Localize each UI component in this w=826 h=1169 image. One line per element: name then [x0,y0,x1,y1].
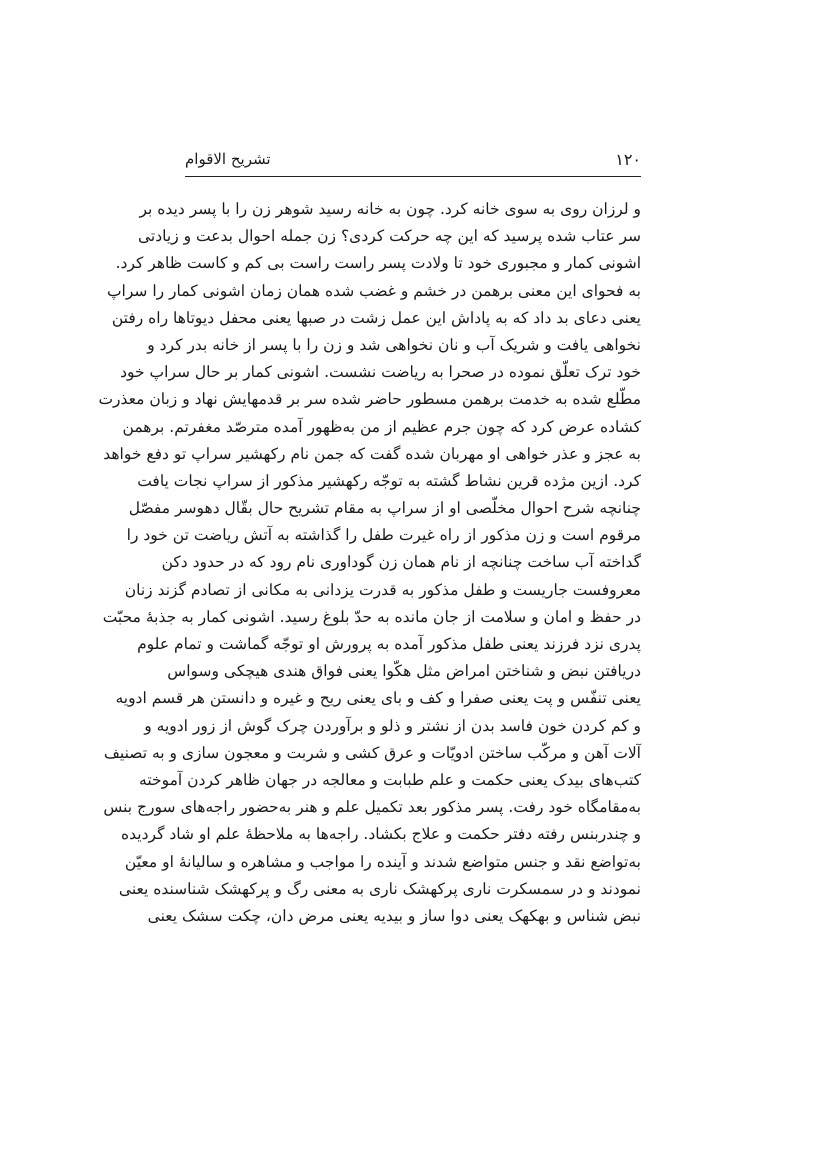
text-line: کرد. ازین مژده قرین نشاط گشته به توجّه رکهشیر مذکور از سراپ نجات یافت [137,471,641,490]
text-line: و چندربنس رفته دفتر حکمت و علاج بکشاد. راجه‌ها به ملاحظهٔ علم او شاد گردیده [121,825,641,844]
text-line: مرقوم است و زن مذکور از راه غیرت طفل را گذاشته به آتش ریاضت تن خود را [126,526,641,545]
text-line: دریافتن نبض و شناختن امراض مثل هکّوا یعنی فواق هندی هیچکی وسواس [167,662,641,681]
text-line: سر عتاب شده پرسید که این چه حرکت کردی؟ زن جمله احوال بدعت و زیادتی [138,227,641,246]
header-rule [185,176,641,177]
text-line: کشاده عرض کرد که چون جرم عظیم از من به‌ظهور آمده مترصّد مغفرتم. برهمن [122,417,641,436]
text-line: اشونی کمار و مجبوری خود تا ولادت پسر راست راست بی کم و کاست ظاهر کرد. [115,254,641,273]
text-line: نمودند و در سمسکرت ناری پرکهشک ناری به معنی رگ و پرکهشک شناسنده یعنی [118,879,641,898]
page-number: ۱۲۰ [615,150,641,169]
text-line: به عجز و عذر خواهی او مهربان شده گفت که جمن نام رکهشیر سراپ تو دفع خواهد [103,444,641,463]
text-line: به فحوای این معنی برهمن در خشم و غضب شده همان زمان اشونی کمار را سراپ [106,281,641,300]
text-line: کتب‌های بیدک یعنی حکمت و علم طبابت و معالجه در جهان ظاهر کردن آموخته [139,770,641,789]
text-line: و لرزان روی به سوی خانه کرد. چون به خانه رسید شوهر زن را با پسر دیده بر [139,200,641,218]
running-title: تشریح الاقوام [185,150,271,168]
text-line: گداخته آب ساخت چنانچه از نام همان زن گوداوری نام رود که در حدود دکن [161,553,641,572]
text-line: یعنی تنفّس و پت یعنی صفرا و کف و بای یعنی ریح و غیره و دانستن هر قسم ادویه [115,689,641,708]
body-text [98,196,641,930]
page-header [185,148,641,174]
text-line: یعنی دعای بد داد که به پاداش این عمل زشت در صبها یعنی محفل دیوتاها راه رفتن [111,308,641,327]
text-line: خود ترک تعلّق نموده در صحرا به ریاضت نشست. اشونی کمار بر حال سراپ خود [120,363,641,382]
text-line: معروفست جاریست و طفل مذکور به قدرت یزدانی به مکانی از تصادم گزند زنان [124,580,641,599]
text-line: به‌مقامگاه خود رفت. پسر مذکور بعد تکمیل علم و هنر به‌حضور راجه‌های سورج بنس [103,798,641,817]
text-line: و کم کردن خون فاسد بدن از نشتر و ذلو و برآوردن چرک گوش از زور ادویه و [144,716,641,735]
text-line: نخواهی یافت و شریک آب و نان نخواهی شد و زن را با پسر از خانه بدر کرد و [147,335,641,354]
text-line: به‌تواضع نقد و جنس متواضع شدند و آینده را مواجب و مشاهره و سالیانهٔ او معیّن [124,852,641,871]
text-line: در حفظ و امان و سلامت از جان مانده به حدّ بلوغ رسید. اشونی کمار به جذبهٔ محبّت [102,607,641,626]
text-line: مطّلع شده به خدمت برهمن مسطور حاضر شده سر بر قدمهایش نهاد و زبان معذرت [98,390,641,409]
text-line: چنانچه شرح احوال مخلّصی او از سراپ به مقام تشریح حال بقّال دهوسر مفصّل [128,499,641,518]
text-line: نبض شناس و بهکهک یعنی دوا ساز و بیدیه یعنی مرض دان، چکت سشک یعنی [147,906,641,925]
text-line: آلات آهن و مرکّب ساختن ادویّات و عرق کشی و شربت و معجون سازی و به تصنیف [103,743,641,762]
text-line: پدری نزد فرزند یعنی طفل مذکور آمده به پرورش او توجّه گماشت و تمام علوم [137,635,641,653]
